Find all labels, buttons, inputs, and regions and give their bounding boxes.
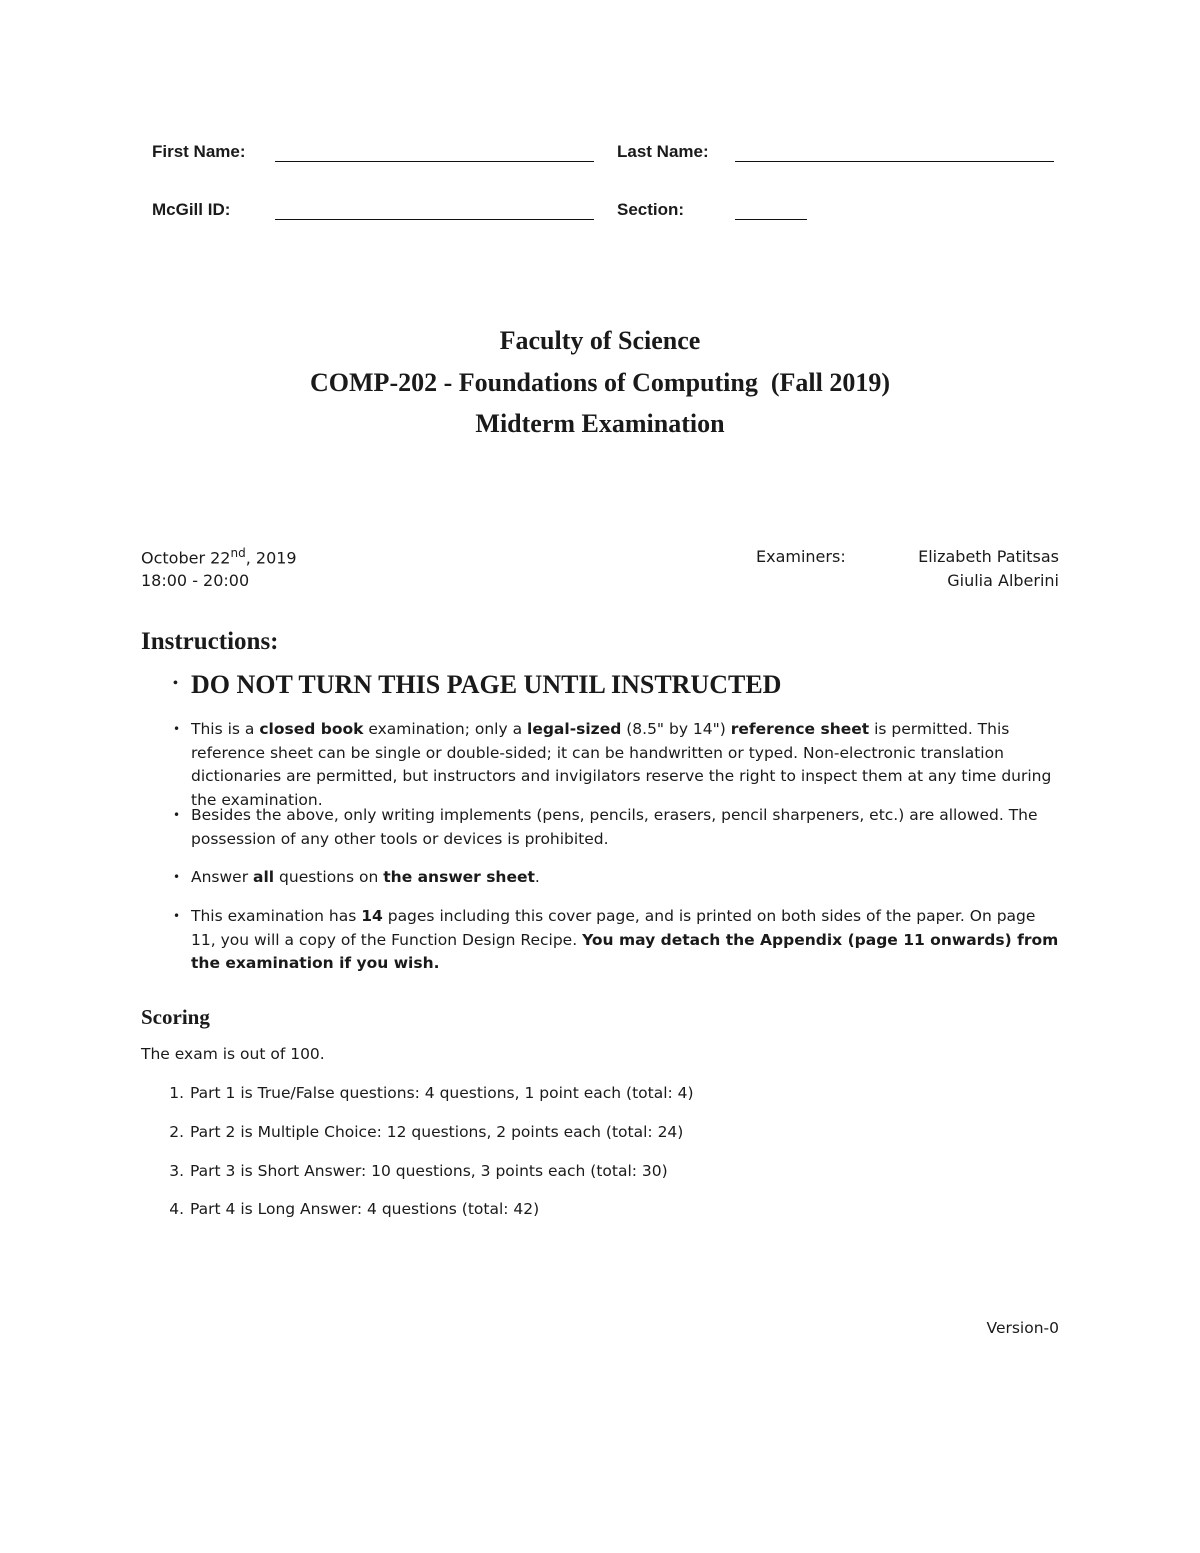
- text-bold: closed book: [259, 720, 364, 738]
- mcgill-id-field[interactable]: [275, 219, 594, 220]
- list-number: 4.: [169, 1200, 184, 1218]
- text: .: [534, 868, 540, 886]
- text: This is a: [191, 720, 260, 738]
- instruction-item-pages: [173, 905, 1059, 976]
- list-number: 2.: [169, 1123, 184, 1141]
- instruction-item-implements: [173, 804, 1059, 851]
- text: pages including this cover page, and is printed on both sides of the paper. On page 11, you will a copy of the Function Design Recipe.: [191, 907, 1036, 949]
- instruction-text: DO NOT TURN THIS PAGE UNTIL INSTRUCTED: [191, 670, 782, 699]
- date-prefix: October 22: [141, 548, 231, 568]
- list-number: 1.: [169, 1084, 184, 1102]
- last-name-label: Last Name:: [617, 142, 709, 161]
- section-field[interactable]: [735, 219, 807, 220]
- scoring-item-1: [169, 1084, 694, 1102]
- text-bold: 14: [361, 907, 383, 925]
- date-superscript: nd: [230, 546, 246, 560]
- text: examination; only a: [363, 720, 528, 738]
- list-item-text: Part 2 is Multiple Choice: 12 questions, 2 points each (total: 24): [190, 1123, 684, 1141]
- first-name-field[interactable]: [275, 161, 594, 162]
- list-number: 3.: [169, 1162, 184, 1180]
- mcgill-id-label: McGill ID:: [152, 200, 231, 219]
- examiner-2: Giulia Alberini: [947, 571, 1059, 590]
- instruction-item-closed-book: [173, 718, 1059, 812]
- text-bold: You may detach the Appendix (page 11 onwards) from the examination if you wish.: [191, 930, 1059, 972]
- scoring-intro: The exam is out of 100.: [141, 1045, 325, 1063]
- version-label: Version-0: [986, 1319, 1059, 1337]
- list-item-text: Part 4 is Long Answer: 4 questions (total: 42): [190, 1200, 540, 1218]
- bullet-dot: •: [173, 722, 181, 736]
- bullet-dot: •: [173, 870, 181, 884]
- text: questions on: [274, 868, 384, 886]
- text: is permitted. This reference sheet can be single or double-sided; it can be handwritten or typed. Non-electronic translation dictionaries are permitted, but instructors and invigilators reserve the right to inspect them at any time during the examination.: [191, 720, 1052, 809]
- course-title: COMP-202 - Foundations of Computing (Fall 2019): [310, 368, 890, 397]
- date-suffix: , 2019: [245, 548, 297, 568]
- instruction-item-answer-sheet: [173, 866, 1059, 890]
- exam-title: Midterm Examination: [475, 409, 725, 438]
- scoring-item-2: [169, 1123, 684, 1141]
- instructions-heading: Instructions:: [141, 628, 279, 655]
- faculty-title: Faculty of Science: [499, 326, 701, 355]
- scoring-heading: Scoring: [141, 1005, 210, 1029]
- text-bold: the answer sheet: [383, 868, 535, 886]
- text: This examination has: [191, 907, 362, 925]
- examiners-label: Examiners:: [756, 547, 846, 566]
- first-name-label: First Name:: [152, 142, 246, 161]
- bullet-dot: •: [173, 676, 178, 691]
- text: Besides the above, only writing implements (pens, pencils, erasers, pencil sharpeners, etc.) are allowed. The possession of any other tools or devices is prohibited.: [191, 806, 1038, 848]
- bullet-dot: •: [173, 909, 181, 923]
- text-bold: all: [253, 868, 275, 886]
- bullet-dot: •: [173, 808, 181, 822]
- text: (8.5" by 14"): [621, 720, 731, 738]
- last-name-field[interactable]: [735, 161, 1054, 162]
- scoring-item-3: [169, 1162, 668, 1180]
- section-label: Section:: [617, 200, 685, 219]
- exam-date: [141, 546, 297, 567]
- instruction-item-do-not-turn: [173, 670, 782, 700]
- scoring-item-4: [169, 1200, 540, 1218]
- list-item-text: Part 3 is Short Answer: 10 questions, 3 points each (total: 30): [190, 1162, 668, 1180]
- text: Answer: [191, 868, 254, 886]
- examiner-1: Elizabeth Patitsas: [918, 547, 1059, 566]
- text-bold: reference sheet: [730, 720, 870, 738]
- text-bold: legal-sized: [527, 720, 622, 738]
- exam-time: 18:00 - 20:00: [141, 571, 250, 590]
- list-item-text: Part 1 is True/False questions: 4 questions, 1 point each (total: 4): [190, 1084, 694, 1102]
